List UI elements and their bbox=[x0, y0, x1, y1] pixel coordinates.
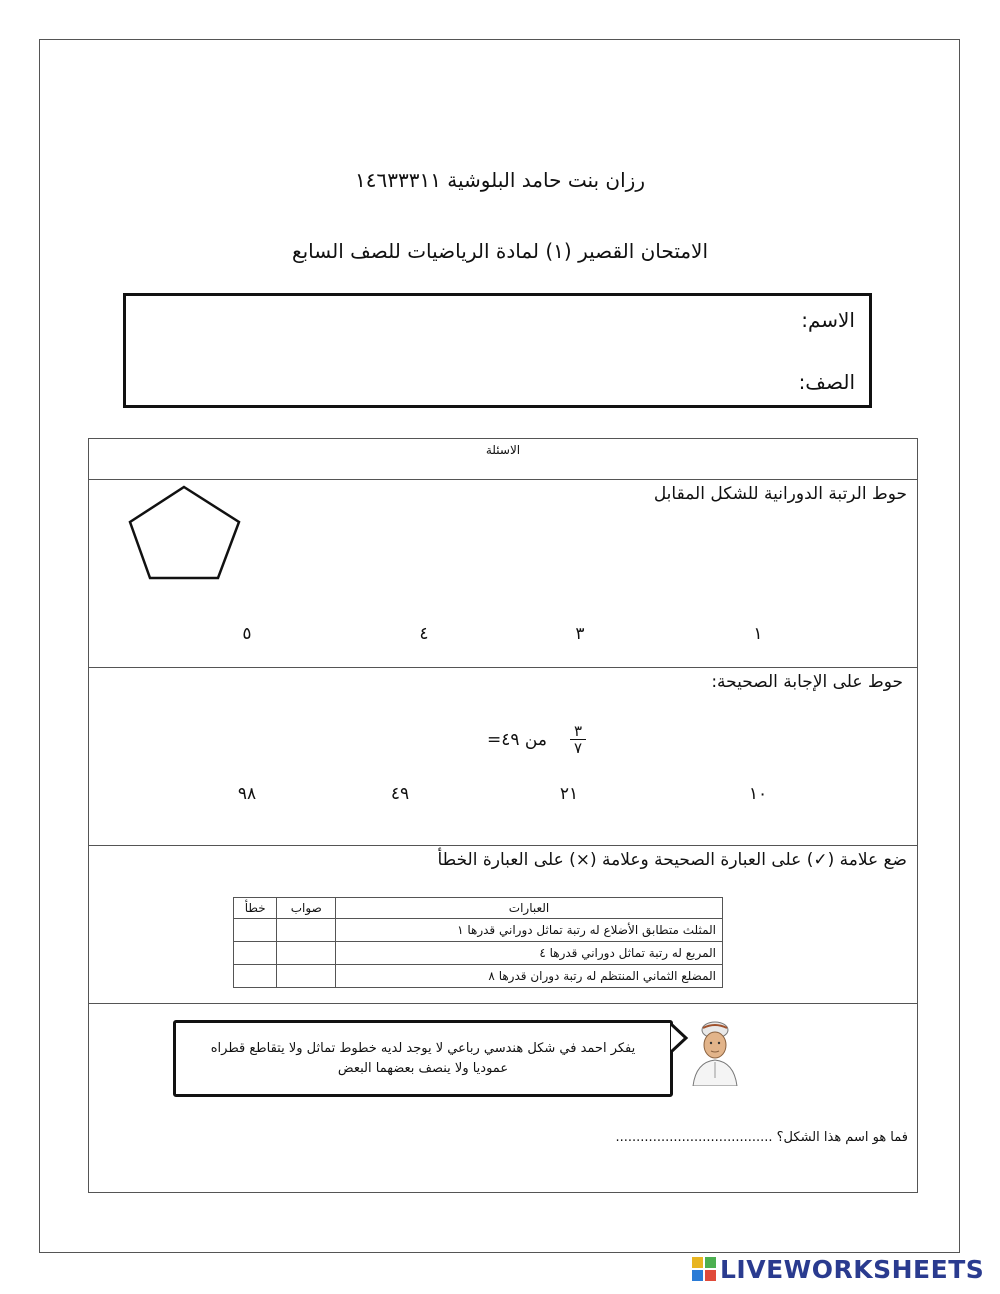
col-false: خطأ bbox=[234, 898, 277, 919]
author-line: رزان بنت حامد البلوشية ١٤٦٣٣٣١١ bbox=[355, 168, 645, 192]
fraction-numerator: ٣ bbox=[573, 722, 583, 740]
table-row bbox=[234, 942, 723, 965]
question-1-text: حوط الرتبة الدورانية للشكل المقابل bbox=[653, 484, 907, 504]
false-cell[interactable] bbox=[234, 942, 277, 965]
exam-title: الامتحان القصير (١) لمادة الرياضيات للصف السابع bbox=[291, 239, 709, 263]
statements-table bbox=[233, 897, 723, 988]
col-statements: العبارات bbox=[336, 898, 723, 919]
name-label: الاسم: bbox=[801, 308, 855, 332]
statement-text: المضلع الثماني المنتظم له رتبة دوران قدرها ٨ bbox=[336, 965, 723, 988]
bubble-line-2: عموديا ولا ينصف بعضهما البعض bbox=[337, 1060, 509, 1076]
q2-option[interactable]: ٤٩ bbox=[390, 784, 410, 804]
statement-text: المثلث متطابق الأضلاع له رتبة تماثل دوراني قدرها ١ bbox=[336, 919, 723, 942]
q2-option[interactable]: ٩٨ bbox=[237, 784, 257, 804]
q1-option[interactable]: ٣ bbox=[575, 624, 585, 644]
shape-name-question: فما هو اسم هذا الشكل؟ ...................................... bbox=[615, 1130, 908, 1145]
false-cell[interactable] bbox=[234, 919, 277, 942]
statement-text: المربع له رتبة تماثل دوراني قدرها ٤ bbox=[336, 942, 723, 965]
pentagon-shape bbox=[127, 484, 243, 584]
fraction-denominator: ٧ bbox=[573, 739, 583, 757]
brand-name: LIVEWORKSHEETS bbox=[720, 1254, 985, 1284]
speech-bubble bbox=[173, 1020, 673, 1097]
logo-squares-icon bbox=[692, 1257, 716, 1281]
question-2 bbox=[89, 667, 917, 846]
bubble-line-1: يفكر احمد في شكل هندسي رباعي لا يوجد لديه خطوط تماثل ولا يتقاطع قطراه bbox=[210, 1040, 636, 1056]
questions-header: الاسئلة bbox=[485, 443, 521, 457]
table-row bbox=[234, 965, 723, 988]
q1-option[interactable]: ٥ bbox=[242, 624, 252, 644]
false-cell[interactable] bbox=[234, 965, 277, 988]
true-cell[interactable] bbox=[277, 919, 336, 942]
q2-option[interactable]: ٢١ bbox=[559, 784, 579, 804]
question-1 bbox=[89, 479, 917, 668]
q1-option[interactable]: ١ bbox=[753, 624, 763, 644]
fraction bbox=[567, 724, 589, 755]
class-label: الصف: bbox=[798, 370, 855, 394]
fraction-expression: من ٤٩= bbox=[487, 730, 547, 750]
liveworksheets-logo bbox=[692, 1254, 984, 1284]
question-3-text: ضع علامة (✓) على العبارة الصحيحة وعلامة (×) على العبارة الخطأ bbox=[437, 850, 907, 870]
col-true: صواب bbox=[277, 898, 336, 919]
question-2-text: حوط على الإجابة الصحيحة: bbox=[711, 672, 903, 692]
q2-option[interactable]: ١٠ bbox=[748, 784, 768, 804]
true-cell[interactable] bbox=[277, 965, 336, 988]
q1-option[interactable]: ٤ bbox=[419, 624, 429, 644]
table-row bbox=[234, 919, 723, 942]
student-info-box bbox=[123, 293, 872, 408]
boy-avatar-icon bbox=[688, 1018, 742, 1086]
true-cell[interactable] bbox=[277, 942, 336, 965]
